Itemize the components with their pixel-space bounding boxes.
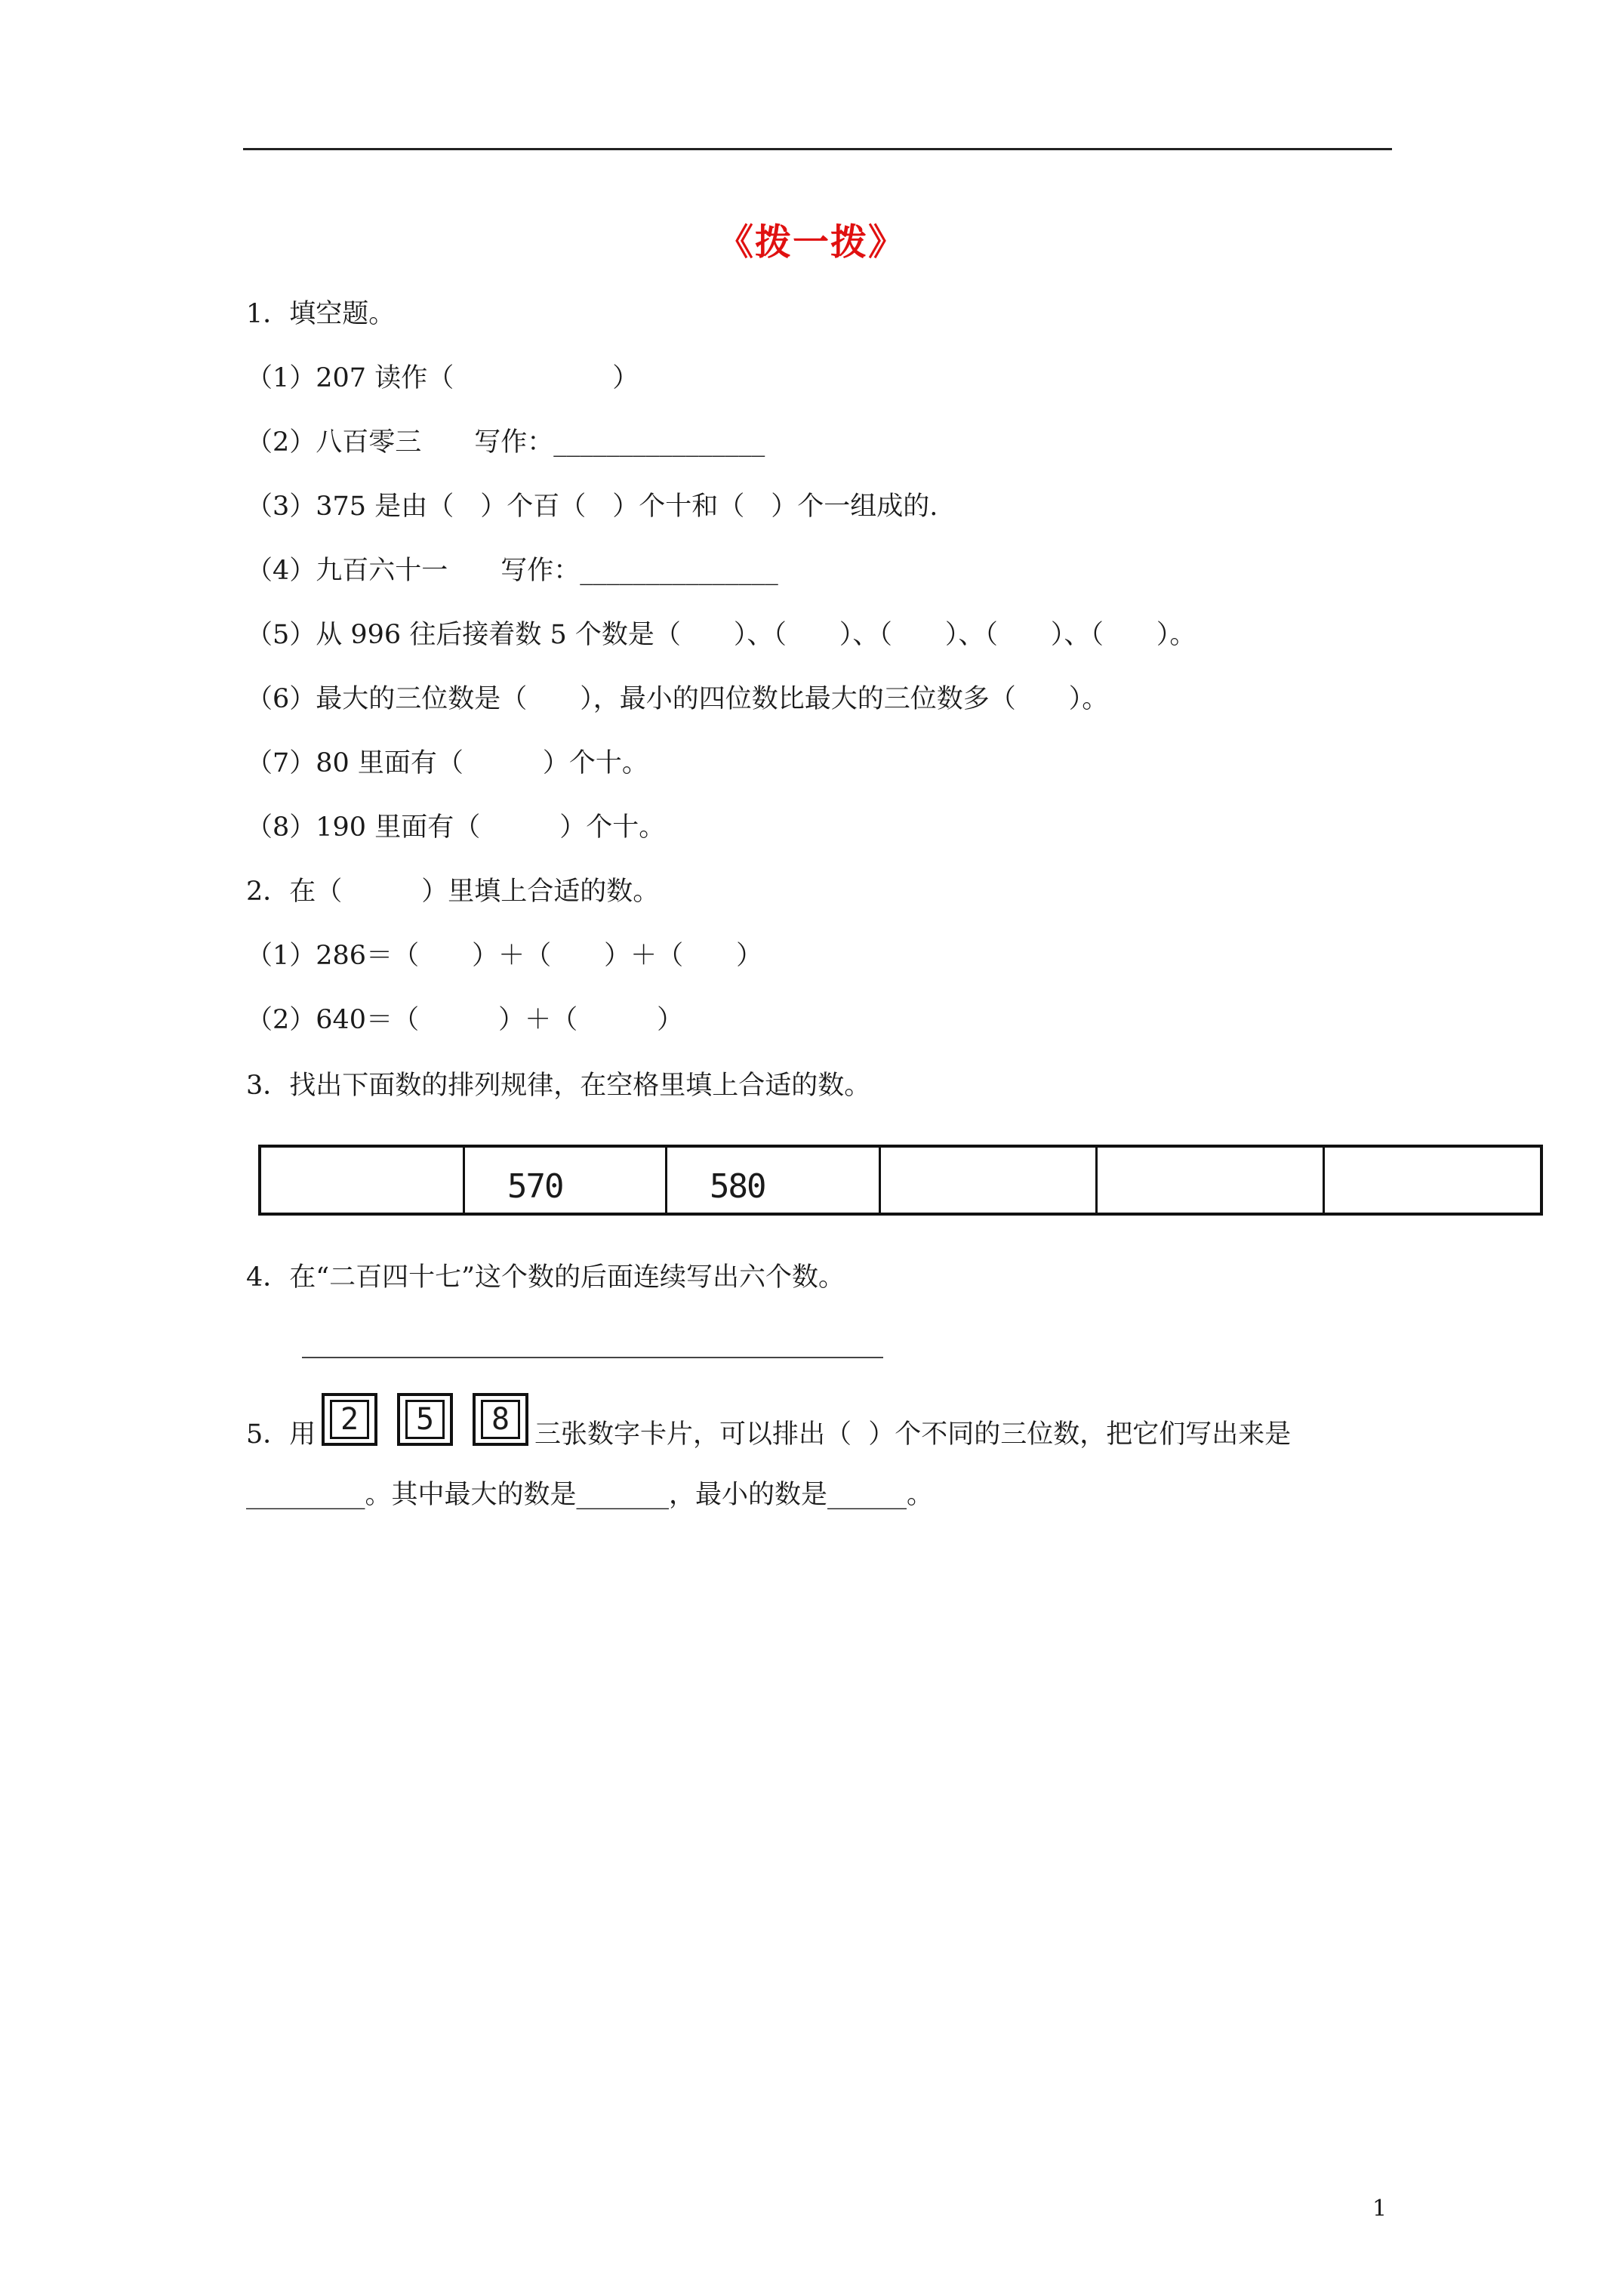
sequence-cell — [667, 1148, 881, 1213]
header-rule — [243, 148, 1392, 150]
q1-item: （8）190 里面有（ ）个十。 — [246, 812, 666, 843]
digit-card: 2 — [322, 1393, 377, 1446]
answer-line[interactable] — [302, 1357, 883, 1358]
sequence-cell[interactable] — [1098, 1148, 1325, 1213]
q5-prefix: 5．用 — [246, 1419, 316, 1450]
q1-item: （6）最大的三位数是（ ），最小的四位数比最大的三位数多（ ）。 — [246, 684, 1109, 714]
q1-item: （7）80 里面有（ ）个十。 — [246, 748, 648, 778]
q5-text-line1: 三张数字卡片，可以排出（ ）个不同的三位数，把它们写出来是 — [534, 1419, 1292, 1450]
sequence-cell[interactable] — [881, 1148, 1098, 1213]
sequence-cell — [465, 1148, 667, 1213]
number-sequence-table — [258, 1145, 1543, 1216]
q1-item: （5）从 996 往后接着数 5 个数是（ ）、（ ）、（ ）、（ ）、（ ）。 — [246, 620, 1196, 650]
q1-item: （1）207 读作（ ） — [246, 363, 639, 393]
sequence-cell[interactable] — [1325, 1148, 1540, 1213]
q3-heading: 3．找出下面数的排列规律，在空格里填上合适的数。 — [246, 1071, 871, 1101]
sequence-value: 570 — [507, 1167, 563, 1206]
q2-item: （1）286＝（ ）＋（ ）＋（ ） — [246, 941, 763, 971]
q2-heading: 2．在（ ）里填上合适的数。 — [246, 877, 660, 907]
page-title: 《拨一拨》 — [716, 221, 906, 264]
q4-heading: 4．在“二百四十七”这个数的后面连续写出六个数。 — [246, 1262, 845, 1293]
q1-item: （3）375 是由（ ）个百（ ）个十和（ ）个一组成的. — [246, 492, 938, 522]
q2-item: （2）640＝（ ）＋（ ） — [246, 1005, 684, 1035]
q1-item: （2）八百零三 写作：________________ — [246, 427, 765, 458]
q1-heading: 1．填空题。 — [246, 299, 396, 329]
sequence-value: 580 — [710, 1167, 765, 1206]
q5-text-line2: _________。其中最大的数是_______，最小的数是______。 — [246, 1480, 934, 1510]
sequence-cell[interactable] — [261, 1148, 465, 1213]
page-number: 1 — [1372, 2196, 1387, 2222]
digit-card: 8 — [473, 1393, 528, 1446]
q1-item: （4）九百六十一 写作：_______________ — [246, 556, 778, 586]
digit-card: 5 — [397, 1393, 453, 1446]
